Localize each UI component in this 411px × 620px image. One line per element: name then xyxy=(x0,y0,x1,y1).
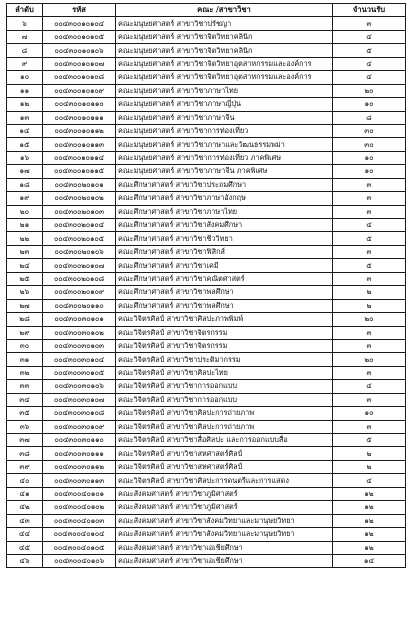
cell-count: ๘ xyxy=(333,111,406,124)
header-faculty: คณะ /สาขาวิชา xyxy=(116,4,333,17)
quota-document xyxy=(6,3,405,568)
header-count: จำนวนรับ xyxy=(333,4,406,17)
cell-faculty: คณะมนุษยศาสตร์ สาขาวิชาการท่องเที่ยว ภาคพิเศษ xyxy=(116,151,333,164)
cell-faculty: คณะวิจิตรศิลป์ สาขาวิชาการออกแบบ xyxy=(116,380,333,393)
cell-faculty: คณะมนุษยศาสตร์ สาขาวิชาปรัชญา xyxy=(116,17,333,30)
cell-order: ๔๓ xyxy=(7,514,43,527)
cell-code: ๐๐๔๓๐๐๓๐๑๐๖ xyxy=(43,380,116,393)
cell-count: ๒๐ xyxy=(333,353,406,366)
cell-order: ๓๘ xyxy=(7,447,43,460)
table-row xyxy=(7,259,406,272)
quota-table xyxy=(6,3,406,568)
cell-faculty: คณะวิจิตรศิลป์ สาขาวิชาศิลปะการดนตรีและการแสดง xyxy=(116,474,333,487)
table-row xyxy=(7,178,406,191)
cell-faculty: คณะมนุษยศาสตร์ สาขาวิชาจิตวิทยาอุตสาหกรรมและองค์การ xyxy=(116,57,333,70)
table-row xyxy=(7,219,406,232)
cell-faculty: คณะสังคมศาสตร์ สาขาวิชาเอเชียศึกษา xyxy=(116,541,333,554)
cell-order: ๒๕ xyxy=(7,272,43,285)
cell-code: ๐๐๔๓๐๐๔๐๑๐๕ xyxy=(43,541,116,554)
cell-faculty: คณะศึกษาศาสตร์ สาขาวิชาเคมี xyxy=(116,259,333,272)
cell-code: ๐๐๔๓๐๐๑๐๑๑๕ xyxy=(43,165,116,178)
cell-code: ๐๐๔๓๐๐๑๐๑๑๐ xyxy=(43,98,116,111)
cell-count: ๔ xyxy=(333,71,406,84)
cell-order: ๗ xyxy=(7,30,43,43)
cell-faculty: คณะศึกษาศาสตร์ สาขาวิชาประถมศึกษา xyxy=(116,178,333,191)
cell-count: ๔ xyxy=(333,474,406,487)
cell-code: ๐๐๔๓๐๐๒๐๑๑๐ xyxy=(43,299,116,312)
table-row xyxy=(7,487,406,500)
cell-code: ๐๐๔๓๐๐๑๐๑๑๓ xyxy=(43,138,116,151)
cell-code: ๐๐๔๓๐๐๑๐๑๐๘ xyxy=(43,71,116,84)
cell-code: ๐๐๔๓๐๐๑๐๑๐๙ xyxy=(43,84,116,97)
cell-code: ๐๐๔๓๐๐๔๐๑๐๔ xyxy=(43,528,116,541)
table-row xyxy=(7,98,406,111)
cell-faculty: คณะมนุษยศาสตร์ สาขาวิชาจิตวิทยาคลินิก xyxy=(116,44,333,57)
cell-order: ๒๗ xyxy=(7,299,43,312)
cell-count: ๓ xyxy=(333,245,406,258)
cell-count: ๒ xyxy=(333,460,406,473)
cell-code: ๐๐๔๓๐๐๓๐๑๐๘ xyxy=(43,407,116,420)
table-row xyxy=(7,232,406,245)
table-row xyxy=(7,71,406,84)
cell-faculty: คณะศึกษาศาสตร์ สาขาวิชาภาษาไทย xyxy=(116,205,333,218)
cell-faculty: คณะศึกษาศาสตร์ สาขาวิชาชีววิทยา xyxy=(116,232,333,245)
cell-order: ๔๑ xyxy=(7,487,43,500)
table-row xyxy=(7,151,406,164)
cell-order: ๑๘ xyxy=(7,178,43,191)
cell-order: ๑๒ xyxy=(7,98,43,111)
cell-order: ๑๔ xyxy=(7,124,43,137)
cell-faculty: คณะสังคมศาสตร์ สาขาวิชาสังคมวิทยาและมานุษยวิทยา xyxy=(116,514,333,527)
table-row xyxy=(7,205,406,218)
table-row xyxy=(7,30,406,43)
table-row xyxy=(7,299,406,312)
cell-count: ๓ xyxy=(333,272,406,285)
cell-order: ๔๖ xyxy=(7,554,43,567)
cell-count: ๑๒ xyxy=(333,541,406,554)
cell-faculty: คณะมนุษยศาสตร์ สาขาวิชาภาษาญี่ปุ่น xyxy=(116,98,333,111)
cell-count: ๓ xyxy=(333,339,406,352)
cell-code: ๐๐๔๓๐๐๒๐๑๐๕ xyxy=(43,232,116,245)
cell-code: ๐๐๔๓๐๐๓๐๑๐๕ xyxy=(43,366,116,379)
cell-code: ๐๐๔๓๐๐๒๐๑๐๔ xyxy=(43,219,116,232)
cell-code: ๐๐๔๓๐๐๑๐๑๑๒ xyxy=(43,124,116,137)
cell-order: ๓๔ xyxy=(7,393,43,406)
header-order: ลำดับ xyxy=(7,4,43,17)
table-row xyxy=(7,554,406,567)
cell-code: ๐๐๔๓๐๐๔๐๑๐๖ xyxy=(43,554,116,567)
cell-faculty: คณะสังคมศาสตร์ สาขาวิชาภูมิศาสตร์ xyxy=(116,501,333,514)
cell-faculty: คณะวิจิตรศิลป์ สาขาวิชาศิลปะการถ่ายภาพ xyxy=(116,407,333,420)
cell-code: ๐๐๔๓๐๐๒๐๑๐๙ xyxy=(43,286,116,299)
cell-code: ๐๐๔๓๐๐๑๐๑๑๑ xyxy=(43,111,116,124)
cell-faculty: คณะมนุษยศาสตร์ สาขาวิชาจิตวิทยาคลินิก xyxy=(116,30,333,43)
cell-faculty: คณะวิจิตรศิลป์ สาขาวิชาการออกแบบ xyxy=(116,393,333,406)
cell-faculty: คณะวิจิตรศิลป์ สาขาวิชาสหศาสตร์ศิลป์ xyxy=(116,460,333,473)
cell-faculty: คณะมนุษยศาสตร์ สาขาวิชาการท่องเที่ยว xyxy=(116,124,333,137)
cell-order: ๑๕ xyxy=(7,138,43,151)
cell-order: ๓๒ xyxy=(7,366,43,379)
cell-count: ๑๐ xyxy=(333,165,406,178)
table-body xyxy=(7,17,406,568)
cell-order: ๓๐ xyxy=(7,339,43,352)
cell-faculty: คณะศึกษาศาสตร์ สาขาวิชาภาษาอังกฤษ xyxy=(116,192,333,205)
cell-code: ๐๐๔๓๐๐๒๐๑๐๒ xyxy=(43,192,116,205)
cell-code: ๐๐๔๓๐๐๓๐๑๐๓ xyxy=(43,339,116,352)
cell-code: ๐๐๔๓๐๐๔๐๑๐๓ xyxy=(43,514,116,527)
cell-code: ๐๐๔๓๐๐๑๐๑๑๔ xyxy=(43,151,116,164)
cell-faculty: คณะมนุษยศาสตร์ สาขาวิชาภาษาจีน xyxy=(116,111,333,124)
cell-code: ๐๐๔๓๐๐๒๐๑๐๗ xyxy=(43,259,116,272)
cell-count: ๒๐ xyxy=(333,84,406,97)
table-row xyxy=(7,165,406,178)
cell-faculty: คณะศึกษาศาสตร์ สาขาวิชาสังคมศึกษา xyxy=(116,219,333,232)
table-row xyxy=(7,474,406,487)
cell-count: ๕ xyxy=(333,434,406,447)
table-row xyxy=(7,245,406,258)
cell-faculty: คณะวิจิตรศิลป์ สาขาวิชาศิลปะภาพพิมพ์ xyxy=(116,313,333,326)
cell-count: ๔ xyxy=(333,30,406,43)
cell-faculty: คณะศึกษาศาสตร์ สาขาวิชาพลศึกษา xyxy=(116,286,333,299)
table-row xyxy=(7,447,406,460)
table-row xyxy=(7,380,406,393)
table-row xyxy=(7,124,406,137)
cell-count: ๑๒ xyxy=(333,487,406,500)
cell-count: ๔ xyxy=(333,219,406,232)
table-row xyxy=(7,541,406,554)
cell-order: ๒๒ xyxy=(7,232,43,245)
cell-code: ๐๐๔๓๐๐๓๐๑๐๒ xyxy=(43,326,116,339)
table-row xyxy=(7,84,406,97)
table-row xyxy=(7,138,406,151)
cell-count: ๓ xyxy=(333,178,406,191)
cell-count: ๕ xyxy=(333,232,406,245)
table-row xyxy=(7,17,406,30)
cell-faculty: คณะมนุษยศาสตร์ สาขาวิชาจิตวิทยาอุตสาหกรรมและองค์การ xyxy=(116,71,333,84)
cell-faculty: คณะวิจิตรศิลป์ สาขาวิชาประติมากรรม xyxy=(116,353,333,366)
table-row xyxy=(7,44,406,57)
cell-code: ๐๐๔๓๐๐๑๐๑๐๔ xyxy=(43,17,116,30)
cell-order: ๓๖ xyxy=(7,420,43,433)
cell-faculty: คณะวิจิตรศิลป์ สาขาวิชาศิลปะการถ่ายภาพ xyxy=(116,420,333,433)
cell-count: ๑๒ xyxy=(333,501,406,514)
cell-count: ๓ xyxy=(333,420,406,433)
cell-count: ๑๒ xyxy=(333,514,406,527)
table-row xyxy=(7,366,406,379)
cell-count: ๑๐ xyxy=(333,407,406,420)
cell-count: ๔ xyxy=(333,380,406,393)
cell-faculty: คณะศึกษาศาสตร์ สาขาวิชาฟิสิกส์ xyxy=(116,245,333,258)
cell-order: ๓๑ xyxy=(7,353,43,366)
cell-count: ๒ xyxy=(333,447,406,460)
cell-count: ๑๐ xyxy=(333,98,406,111)
cell-faculty: คณะวิจิตรศิลป์ สาขาวิชาสื่อศิลปะ และการออกแบบสื่อ xyxy=(116,434,333,447)
table-row xyxy=(7,420,406,433)
cell-order: ๑๙ xyxy=(7,192,43,205)
table-header-row xyxy=(7,4,406,17)
cell-code: ๐๐๔๓๐๐๓๐๑๑๓ xyxy=(43,474,116,487)
table-row xyxy=(7,393,406,406)
cell-code: ๐๐๔๓๐๐๓๐๑๐๑ xyxy=(43,313,116,326)
cell-count: ๕ xyxy=(333,44,406,57)
cell-order: ๙ xyxy=(7,57,43,70)
table-row xyxy=(7,353,406,366)
cell-order: ๓๗ xyxy=(7,434,43,447)
cell-code: ๐๐๔๓๐๐๒๐๑๐๑ xyxy=(43,178,116,191)
cell-order: ๓๓ xyxy=(7,380,43,393)
cell-faculty: คณะมนุษยศาสตร์ สาขาวิชาภาษาไทย xyxy=(116,84,333,97)
header-code: รหัส xyxy=(43,4,116,17)
table-row xyxy=(7,501,406,514)
cell-code: ๐๐๔๓๐๐๑๐๑๐๖ xyxy=(43,44,116,57)
cell-count: ๒ xyxy=(333,299,406,312)
cell-faculty: คณะสังคมศาสตร์ สาขาวิชาเอเชียศึกษา xyxy=(116,554,333,567)
cell-count: ๓๐ xyxy=(333,124,406,137)
cell-code: ๐๐๔๓๐๐๓๐๑๑๐ xyxy=(43,434,116,447)
cell-count: ๓ xyxy=(333,366,406,379)
cell-code: ๐๐๔๓๐๐๒๐๑๐๓ xyxy=(43,205,116,218)
cell-count: ๔ xyxy=(333,57,406,70)
table-row xyxy=(7,313,406,326)
table-row xyxy=(7,111,406,124)
cell-count: ๓ xyxy=(333,17,406,30)
cell-order: ๒๖ xyxy=(7,286,43,299)
cell-order: ๖ xyxy=(7,17,43,30)
cell-order: ๔๔ xyxy=(7,528,43,541)
cell-count: ๓ xyxy=(333,192,406,205)
cell-faculty: คณะมนุษยศาสตร์ สาขาวิชาภาษาและวัฒนธรรมพม่า xyxy=(116,138,333,151)
table-row xyxy=(7,339,406,352)
cell-order: ๒๔ xyxy=(7,259,43,272)
cell-faculty: คณะวิจิตรศิลป์ สาขาวิชาจิตรกรรม xyxy=(116,326,333,339)
cell-count: ๑๒ xyxy=(333,528,406,541)
cell-order: ๔๕ xyxy=(7,541,43,554)
cell-faculty: คณะมนุษยศาสตร์ สาขาวิชาภาษาจีน ภาคพิเศษ xyxy=(116,165,333,178)
cell-faculty: คณะศึกษาศาสตร์ สาขาวิชาพลศึกษา xyxy=(116,299,333,312)
cell-order: ๑๐ xyxy=(7,71,43,84)
cell-count: ๓ xyxy=(333,205,406,218)
cell-code: ๐๐๔๓๐๐๓๐๑๑๒ xyxy=(43,460,116,473)
cell-order: ๔๒ xyxy=(7,501,43,514)
cell-faculty: คณะวิจิตรศิลป์ สาขาวิชาสหศาสตร์ศิลป์ xyxy=(116,447,333,460)
cell-order: ๒๘ xyxy=(7,313,43,326)
cell-code: ๐๐๔๓๐๐๒๐๑๐๖ xyxy=(43,245,116,258)
cell-code: ๐๐๔๓๐๐๒๐๑๐๘ xyxy=(43,272,116,285)
cell-code: ๐๐๔๓๐๐๓๐๑๐๔ xyxy=(43,353,116,366)
cell-code: ๐๐๔๓๐๐๓๐๑๐๗ xyxy=(43,393,116,406)
cell-faculty: คณะศึกษาศาสตร์ สาขาวิชาคณิตศาสตร์ xyxy=(116,272,333,285)
cell-code: ๐๐๔๓๐๐๑๐๑๐๕ xyxy=(43,30,116,43)
cell-order: ๔๐ xyxy=(7,474,43,487)
cell-count: ๑๔ xyxy=(333,554,406,567)
cell-order: ๓๕ xyxy=(7,407,43,420)
table-row xyxy=(7,57,406,70)
cell-faculty: คณะสังคมศาสตร์ สาขาวิชาภูมิศาสตร์ xyxy=(116,487,333,500)
table-row xyxy=(7,272,406,285)
cell-count: ๑๐ xyxy=(333,151,406,164)
cell-code: ๐๐๔๓๐๐๑๐๑๐๗ xyxy=(43,57,116,70)
cell-order: ๑๑ xyxy=(7,84,43,97)
table-row xyxy=(7,434,406,447)
cell-order: ๑๗ xyxy=(7,165,43,178)
table-row xyxy=(7,286,406,299)
cell-order: ๒๑ xyxy=(7,219,43,232)
cell-code: ๐๐๔๓๐๐๔๐๑๐๑ xyxy=(43,487,116,500)
table-row xyxy=(7,460,406,473)
cell-count: ๒๐ xyxy=(333,313,406,326)
table-row xyxy=(7,326,406,339)
cell-count: ๓ xyxy=(333,326,406,339)
cell-order: ๒๙ xyxy=(7,326,43,339)
cell-count: ๒ xyxy=(333,286,406,299)
cell-order: ๓๙ xyxy=(7,460,43,473)
cell-count: ๓๐ xyxy=(333,138,406,151)
cell-order: ๒๐ xyxy=(7,205,43,218)
cell-faculty: คณะวิจิตรศิลป์ สาขาวิชาศิลปะไทย xyxy=(116,366,333,379)
table-row xyxy=(7,407,406,420)
cell-count: ๕ xyxy=(333,259,406,272)
cell-faculty: คณะสังคมศาสตร์ สาขาวิชาสังคมวิทยาและมานุษยวิทยา xyxy=(116,528,333,541)
cell-code: ๐๐๔๓๐๐๓๐๑๐๙ xyxy=(43,420,116,433)
table-row xyxy=(7,528,406,541)
cell-order: ๑๓ xyxy=(7,111,43,124)
table-row xyxy=(7,192,406,205)
table-row xyxy=(7,514,406,527)
cell-count: ๓ xyxy=(333,393,406,406)
cell-order: ๒๓ xyxy=(7,245,43,258)
cell-code: ๐๐๔๓๐๐๓๐๑๑๑ xyxy=(43,447,116,460)
cell-order: ๘ xyxy=(7,44,43,57)
cell-code: ๐๐๔๓๐๐๔๐๑๐๒ xyxy=(43,501,116,514)
cell-order: ๑๖ xyxy=(7,151,43,164)
cell-faculty: คณะวิจิตรศิลป์ สาขาวิชาจิตรกรรม xyxy=(116,339,333,352)
